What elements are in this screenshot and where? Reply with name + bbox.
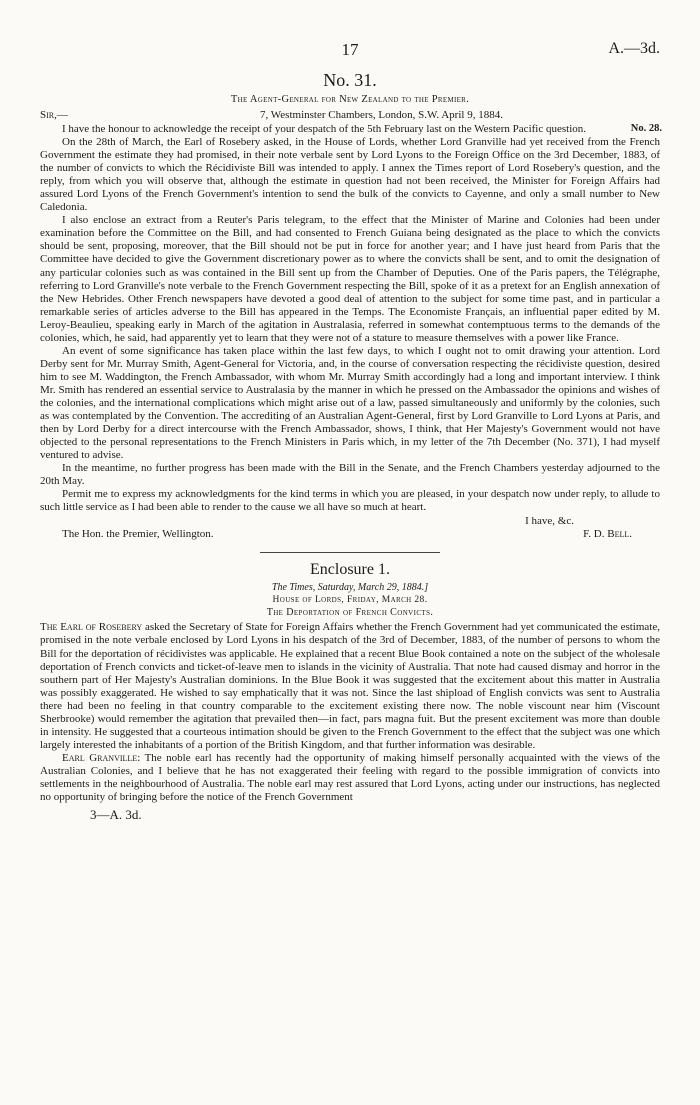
letter-signature-block: [40, 515, 660, 542]
speaker-name: Earl Granville: [62, 751, 138, 764]
signature-mark: 3—A. 3d.: [90, 807, 142, 823]
page-header: [40, 38, 660, 64]
letter-paragraph: In the meantime, no further progress has been made with the Bill in the Senate, and the French Chambers yesterday adjourned to the 20th May.: [40, 462, 660, 488]
salutation: Sir,—: [40, 109, 68, 121]
letter-number: No. 31.: [323, 70, 377, 90]
recipient: The Hon. the Premier, Wellington.: [62, 528, 214, 541]
letter-paragraph: Permit me to express my acknowledgments for the kind terms in which you are pleased, in your despatch now under reply, to allude to such little service as I had been able to render to the cause we all have so much at heart.: [40, 488, 660, 514]
letter-address-line: [40, 109, 660, 123]
speech-text: : The noble earl has recently had the opportunity of making himself personally acquainted with the views of the Australian Colonies, and I believe that he has not exaggerated their feeling with regard to the possible immigration of convicts into settlements in the neighbourhood of Australia. The noble earl may rest assured that Lord Lyons, acting under our instructions, has neglected no opportunity of bringing before the notice of the French Government: [40, 751, 661, 804]
enclosure-title: Enclosure 1.: [310, 561, 390, 579]
enclosure-paragraph: [40, 752, 660, 804]
letter-subtitle: The Agent-General for New Zealand to the Premier.: [230, 94, 470, 105]
letter-paragraph: On the 28th of March, the Earl of Rosebery asked, in the House of Lords, whether Lord Granville had yet received from the French Government the estimate they had promised, in their note verbale sent by Lord Lyons to the Foreign Office on the 3rd December, 1883, of the number of convicts to which the Récidiviste Bill was intended to apply. I annex the Times report of Lord Rosebery's question, and the reply, from which you will observe that, although the estimate in question had not been received, the Minister for Foreign Affairs had assured Lord Lyons of the French Government's intention to send the bulk of the convicts to Cayenne, and only a small number to New Caledonia.: [40, 136, 660, 214]
letter-paragraph: An event of some significance has taken place within the last few days, to which I ought not to omit drawing your attention. Lord Derby sent for Mr. Murray Smith, Agent-General for Victoria, and, in the course of conversation respecting the récidiviste question, desired him to see M. Waddington, the French Ambassador, with whom Mr. Murray Smith accordingly had a long and important interview. I think Mr. Smith has rendered an essential service to Australasia by the manner in which he pressed on the Ambassador the opinions and wishes of the colonies, and the international complications which might arise out of a law, passed simultaneously and uniformly by the colonies, such as was contemplated by the Convention. The accrediting of an Australian Agent-General, first by Lord Granville to Lord Lyons at Paris, and then by Lord Derby for a direct intercourse with the French Ambassador, shows, I think, that Her Majesty's Government would not have objected to the personal representations to the French Ministers in Paris which, in my letter of the 7th December (No. 371), I had myself ventured to advise.: [40, 344, 660, 462]
enclosure-house: House of Lords, Friday, March 28.: [272, 595, 428, 606]
closing: I have, &c.: [525, 515, 574, 528]
speaker-name: The Earl of Rosebery: [40, 621, 143, 634]
sender-address: 7, Westminster Chambers, London, S.W. April 9, 1884.: [260, 109, 503, 121]
signature: F. D. Bell.: [583, 528, 632, 541]
letter-paragraph: I have the honour to acknowledge the receipt of your despatch of the 5th February last on the Western Pacific question.: [62, 123, 586, 135]
page-number: 17: [341, 40, 359, 59]
document-reference: A.—3d.: [608, 40, 660, 57]
letter-paragraph-1-wrap: [40, 123, 660, 136]
enclosure-paragraph: [40, 621, 660, 751]
enclosure-heading: The Deportation of French Convicts.: [266, 607, 434, 619]
margin-reference: No. 28.: [630, 123, 662, 134]
letter-paragraph: I also enclose an extract from a Reuter's Paris telegram, to the effect that the Minister of Marine and Colonies had been under examination before the Committee on the Bill, and had consented to French Guiana being designated as the place to which the convicts should be sent, proposing, moreover, that the Bill should not be put in force for another year; and I have just heard from Paris that the Committee have decided to give the Government discretionary power as to where the convicts shall be sent, and to omit the designation of any particular colonies such as was contained in the Bill sent up from the Chamber of Deputies. One of the Paris papers, the Télégraphe, referring to Lord Granville's note verbale to the French Government respecting the Bill, spoke of it as a pretext for an English annexation of the New Hebrides. Other French newspapers have devoted a good deal of attention to the subject for some time past, and in particular a remarkable series of articles adverse to the Bill has appeared in the Temps. The Economiste Français, an influential paper edited by M. Leroy-Beaulieu, speaking early in March of the agitation in Australasia, referred in somewhat contemptuous terms to the demands of the colonies, which, he said, had apparently yet to learn that they were not of a stature to measure themselves with a power like France.: [40, 214, 660, 344]
speech-text: asked the Secretary of State for Foreign Affairs whether the French Government had yet communicated the estimate, promised in the note verbale enclosed by Lord Lyons in his despatch of the 3rd of December, 1883, of the number of persons to whom the Bill for the deportation of récidivistes was applicable. He explained that a recent Blue Book contained a note on the subject of the wholesale deportation of French convicts and ticket-of-leave men to islands in the vicinity of Australia. That note had caused dismay and horror in the southern part of Her Majesty's Australian dominions. In the Blue Book it was suggested that the excitement about this matter in Australia was possibly exaggerated. He wished to say emphatically that it was not. Since the last shipload of English convicts was sent to Australia there had been no feeling in that country comparable to the excitement existing there now. The noble viscount near him (Viscount Sherbrooke) would remember the agitation that prevailed then—in fact, pars magna fuit. But the present excitement was more than double in intensity. He suggested that a courteous intimation should be given to the French Government to the effect that the subject was one which largely interested the inhabitants of a portion of the British Kingdom, and that further information was desirable.: [40, 621, 660, 751]
section-divider: [260, 552, 440, 553]
enclosure-source: The Times, Saturday, March 29, 1884.]: [271, 582, 429, 594]
